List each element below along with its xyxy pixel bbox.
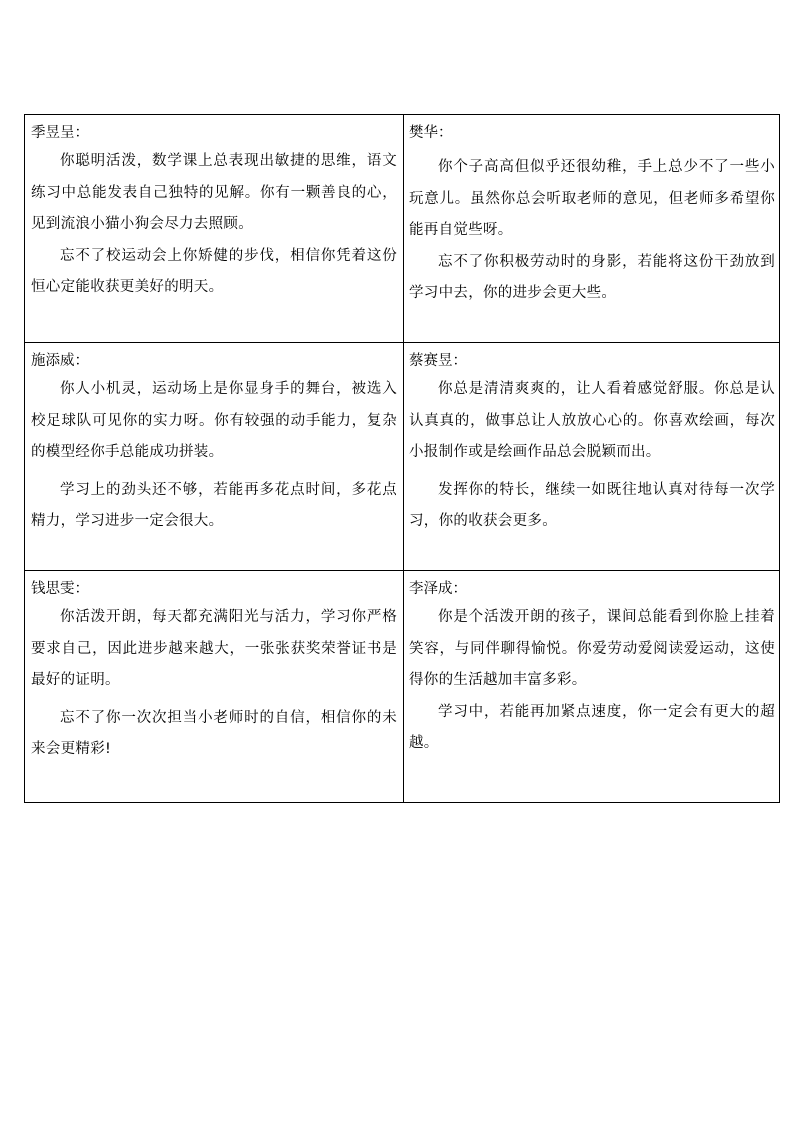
comment-paragraph: 你活泼开朗，每天都充满阳光与活力，学习你严格要求自己，因此进步越来越大，一张张获奖荣誉证书是最好的证明。 xyxy=(31,609,397,688)
comment-cell xyxy=(25,115,404,343)
student-name: 季昱呈： xyxy=(31,125,89,141)
comment-paragraph: 发挥你的特长，继续一如既往地认真对待每一次学习，你的收获会更多。 xyxy=(409,481,775,529)
comment-cell xyxy=(404,571,780,803)
table-row xyxy=(25,571,780,803)
student-name: 樊华： xyxy=(409,125,453,141)
comment-table xyxy=(24,114,780,803)
comment-paragraph: 忘不了你一次次担当小老师时的自信，相信你的未来会更精彩! xyxy=(31,709,397,757)
comment-paragraph: 你人小机灵，运动场上是你显身手的舞台，被选入校足球队可见你的实力呀。你有较强的动手能力，复杂的模型经你手总能成功拼装。 xyxy=(31,381,397,460)
student-name: 钱思雯： xyxy=(31,581,89,597)
comment-paragraph: 忘不了校运动会上你矫健的步伐，相信你凭着这份恒心定能收获更美好的明天。 xyxy=(31,247,397,295)
comment-paragraph: 忘不了你积极劳动时的身影，若能将这份干劲放到学习中去，你的进步会更大些。 xyxy=(409,253,775,301)
table-row xyxy=(25,343,780,571)
comment-paragraph: 学习中，若能再加紧点速度，你一定会有更大的超越。 xyxy=(409,703,775,751)
comment-cell xyxy=(404,343,780,571)
comment-cell xyxy=(404,115,780,343)
comment-paragraph: 你是个活泼开朗的孩子，课间总能看到你脸上挂着笑容，与同伴聊得愉悦。你爱劳动爱阅读爱运动，这使得你的生活越加丰富多彩。 xyxy=(409,609,775,688)
table-row xyxy=(25,115,780,343)
student-name: 李泽成： xyxy=(409,581,467,597)
student-name: 蔡赛昱： xyxy=(409,353,467,369)
comment-paragraph: 学习上的劲头还不够，若能再多花点时间，多花点精力，学习进步一定会很大。 xyxy=(31,481,397,529)
comment-paragraph: 你聪明活泼，数学课上总表现出敏捷的思维，语文练习中总能发表自己独特的见解。你有一颗善良的心，见到流浪小猫小狗会尽力去照顾。 xyxy=(31,153,397,232)
student-name: 施添威： xyxy=(31,353,89,369)
comment-paragraph: 你个子高高但似乎还很幼稚，手上总少不了一些小玩意儿。虽然你总会听取老师的意见，但老师多希望你能再自觉些呀。 xyxy=(409,159,775,238)
comment-cell xyxy=(25,571,404,803)
comment-cell xyxy=(25,343,404,571)
comment-paragraph: 你总是清清爽爽的，让人看着感觉舒服。你总是认认真真的，做事总让人放放心心的。你喜欢绘画，每次小报制作或是绘画作品总会脱颖而出。 xyxy=(409,381,775,460)
